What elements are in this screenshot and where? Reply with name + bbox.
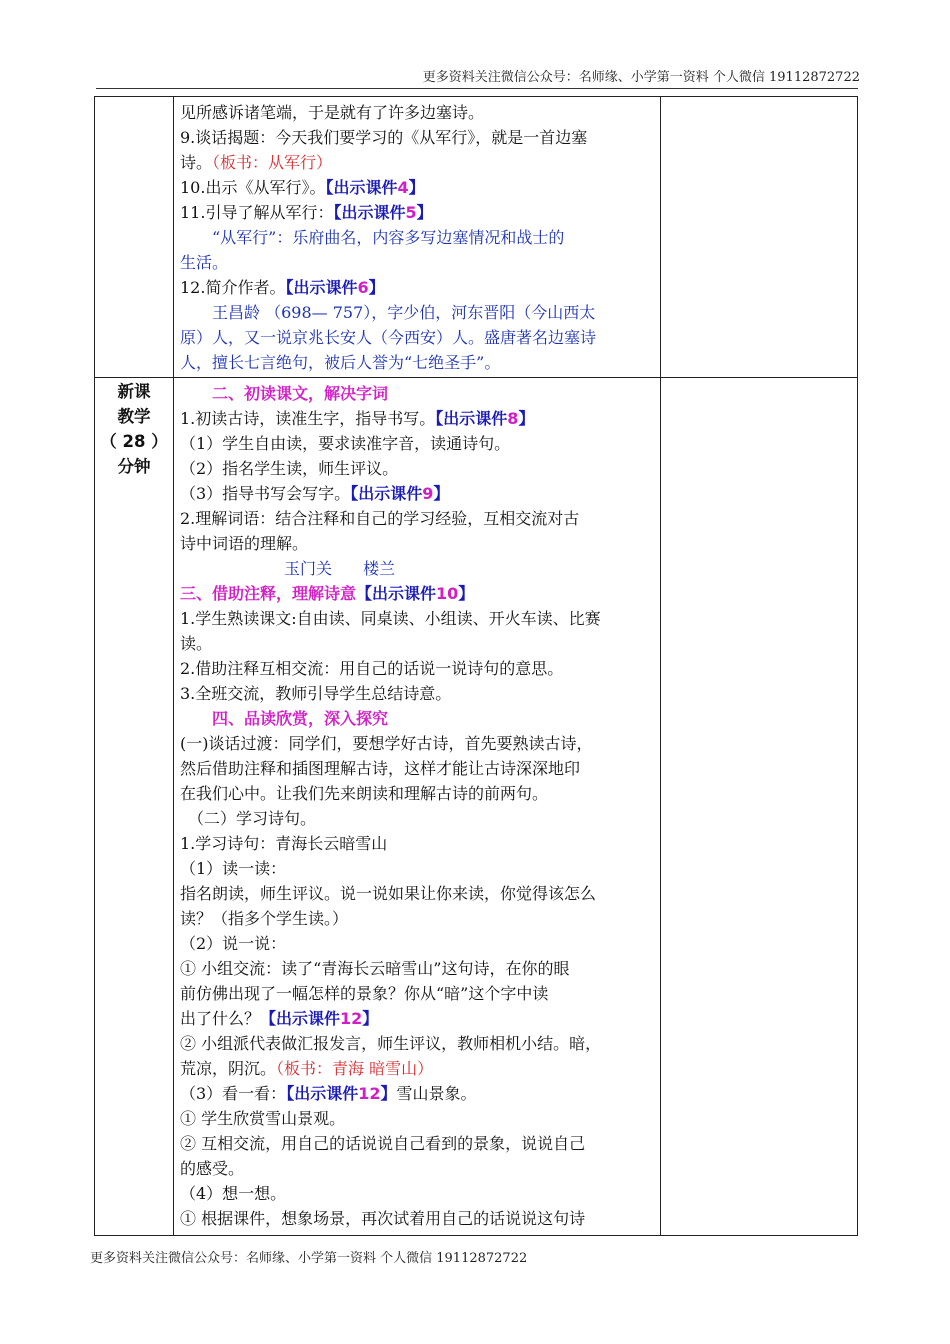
author-line: 王昌龄 （698— 757），字少伯，河东晋阳（今山西太 — [212, 303, 596, 322]
courseware-tag: 【出示课件10】 — [356, 584, 475, 603]
text-line: 前仿佛出现了一幅怎样的景象？你从“暗”这个字中读 — [180, 984, 549, 1003]
courseware-tag: 【出示课件4】 — [325, 178, 425, 197]
section-heading: 二、初读课文，解决字词 — [212, 384, 389, 403]
text-line: 然后借助注释和插图理解古诗，这样才能让古诗深深地印 — [180, 759, 581, 778]
text-line: 3.全班交流，教师引导学生总结诗意。 — [180, 684, 452, 703]
courseware-tag: 【出示课件9】 — [350, 484, 450, 503]
text-line: 荒凉，阴沉。（板书：青海 暗雪山） — [180, 1059, 434, 1078]
text-line: （2）说一说： — [180, 934, 287, 953]
content-cell — [174, 97, 661, 378]
definition-line: “从军行”：乐府曲名，内容多写边塞情况和战士的 — [212, 228, 565, 247]
lesson-plan-table — [94, 96, 858, 1236]
text-line: 读。 — [180, 634, 213, 653]
text-line: (一)谈话过渡：同学们，要想学好古诗，首先要熟读古诗， — [180, 734, 593, 753]
text-line: 指名朗读，师生评议。说一说如果让你来读，你觉得该怎么 — [180, 884, 597, 903]
text-line: 1.学习诗句：青海长云暗雪山 — [180, 834, 388, 853]
text-line: （1）学生自由读，要求读准字音，读通诗句。 — [180, 434, 511, 453]
text-line: 诗中词语的理解。 — [180, 534, 309, 553]
text-line: 在我们心中。让我们先来朗读和理解古诗的前两句。 — [180, 784, 549, 803]
text-line: 2.借助注释互相交流：用自己的话说一说诗句的意思。 — [180, 659, 564, 678]
page-header: 更多资料关注微信公众号：名师缘、小学第一资料 个人微信 19112872722 — [422, 70, 860, 85]
text-line: （2）指名学生读，师生评议。 — [180, 459, 399, 478]
header-divider — [96, 88, 858, 89]
section-label-cell-empty — [95, 97, 174, 378]
page-footer: 更多资料关注微信公众号：名师缘、小学第一资料 个人微信 19112872722 — [90, 1251, 528, 1266]
author-line: 人，擅长七言绝句，被后人誉为“七绝圣手”。 — [180, 353, 501, 372]
text-line: 9.谈话揭题：今天我们要学习的《从军行》，就是一首边塞 — [180, 128, 588, 147]
text-line: 12.简介作者。【出示课件6】 — [180, 278, 385, 297]
author-line: 原）人，又一说京兆长安人（今西安）人。盛唐著名边塞诗 — [180, 328, 597, 347]
text-line: ① 学生欣赏雪山景观。 — [180, 1109, 346, 1128]
text-line: 1.初读古诗，读准生字，指导书写。【出示课件8】 — [180, 409, 535, 428]
section-heading: 四、品读欣赏，深入探究 — [212, 709, 389, 728]
text-line: 1.学生熟读课文:自由读、同桌读、小组读、开火车读、比赛 — [180, 609, 601, 628]
courseware-tag: 【出示课件12】 — [260, 1009, 379, 1028]
section-label-line: 分钟 — [117, 457, 151, 476]
definition-line: 生活。 — [180, 253, 229, 272]
text-line: 11.引导了解从军行：【出示课件5】 — [180, 203, 433, 222]
text-line: 见所感诉诸笔端，于是就有了许多边塞诗。 — [180, 103, 485, 122]
text-line: 读？（指多个学生读。） — [180, 909, 349, 928]
text-line: 2.理解词语：结合注释和自己的学习经验，互相交流对古 — [180, 509, 580, 528]
section-label-line: （ 28 ） — [100, 432, 168, 451]
text-line: （1）读一读： — [180, 859, 287, 878]
text-line: 的感受。 — [180, 1159, 245, 1178]
text-line: （二）学习诗句。 — [188, 809, 317, 828]
board-note: （板书：青海 暗雪山） — [276, 1059, 434, 1078]
board-note: （板书：从军行） — [212, 153, 333, 172]
section-label-line: 新课 — [117, 382, 151, 401]
text-line: ② 互相交流，用自己的话说说自己看到的景象，说说自己 — [180, 1134, 586, 1153]
content-cell — [174, 378, 661, 1236]
text-line: （3）看一看：【出示课件12】雪山景象。 — [180, 1084, 477, 1103]
text-line: 诗。（板书：从军行） — [180, 153, 333, 172]
courseware-tag: 【出示课件5】 — [333, 203, 433, 222]
table-row — [95, 97, 858, 378]
notes-cell — [661, 97, 858, 378]
courseware-tag: 【出示课件6】 — [285, 278, 385, 297]
text-line: ② 小组派代表做汇报发言，师生评议，教师相机小结。暗， — [180, 1034, 602, 1053]
section-heading: 三、借助注释，理解诗意【出示课件10】 — [180, 584, 475, 603]
courseware-tag: 【出示课件12】 — [286, 1084, 397, 1103]
section-label-cell — [95, 378, 174, 1236]
table-row — [95, 378, 858, 1236]
text-line: 出了什么？【出示课件12】 — [180, 1009, 379, 1028]
text-line: ① 小组交流：读了“青海长云暗雪山”这句诗，在你的眼 — [180, 959, 570, 978]
text-line: （3）指导书写会写字。【出示课件9】 — [180, 484, 450, 503]
notes-cell — [661, 378, 858, 1236]
text-line: ① 根据课件，想象场景，再次试着用自己的话说说这句诗 — [180, 1209, 586, 1228]
text-line: （4）想一想。 — [180, 1184, 287, 1203]
courseware-tag: 【出示课件8】 — [435, 409, 535, 428]
section-label-line: 教学 — [117, 407, 151, 426]
vocabulary-words: 玉门关 楼兰 — [284, 559, 396, 578]
text-line: 10.出示《从军行》。【出示课件4】 — [180, 178, 425, 197]
